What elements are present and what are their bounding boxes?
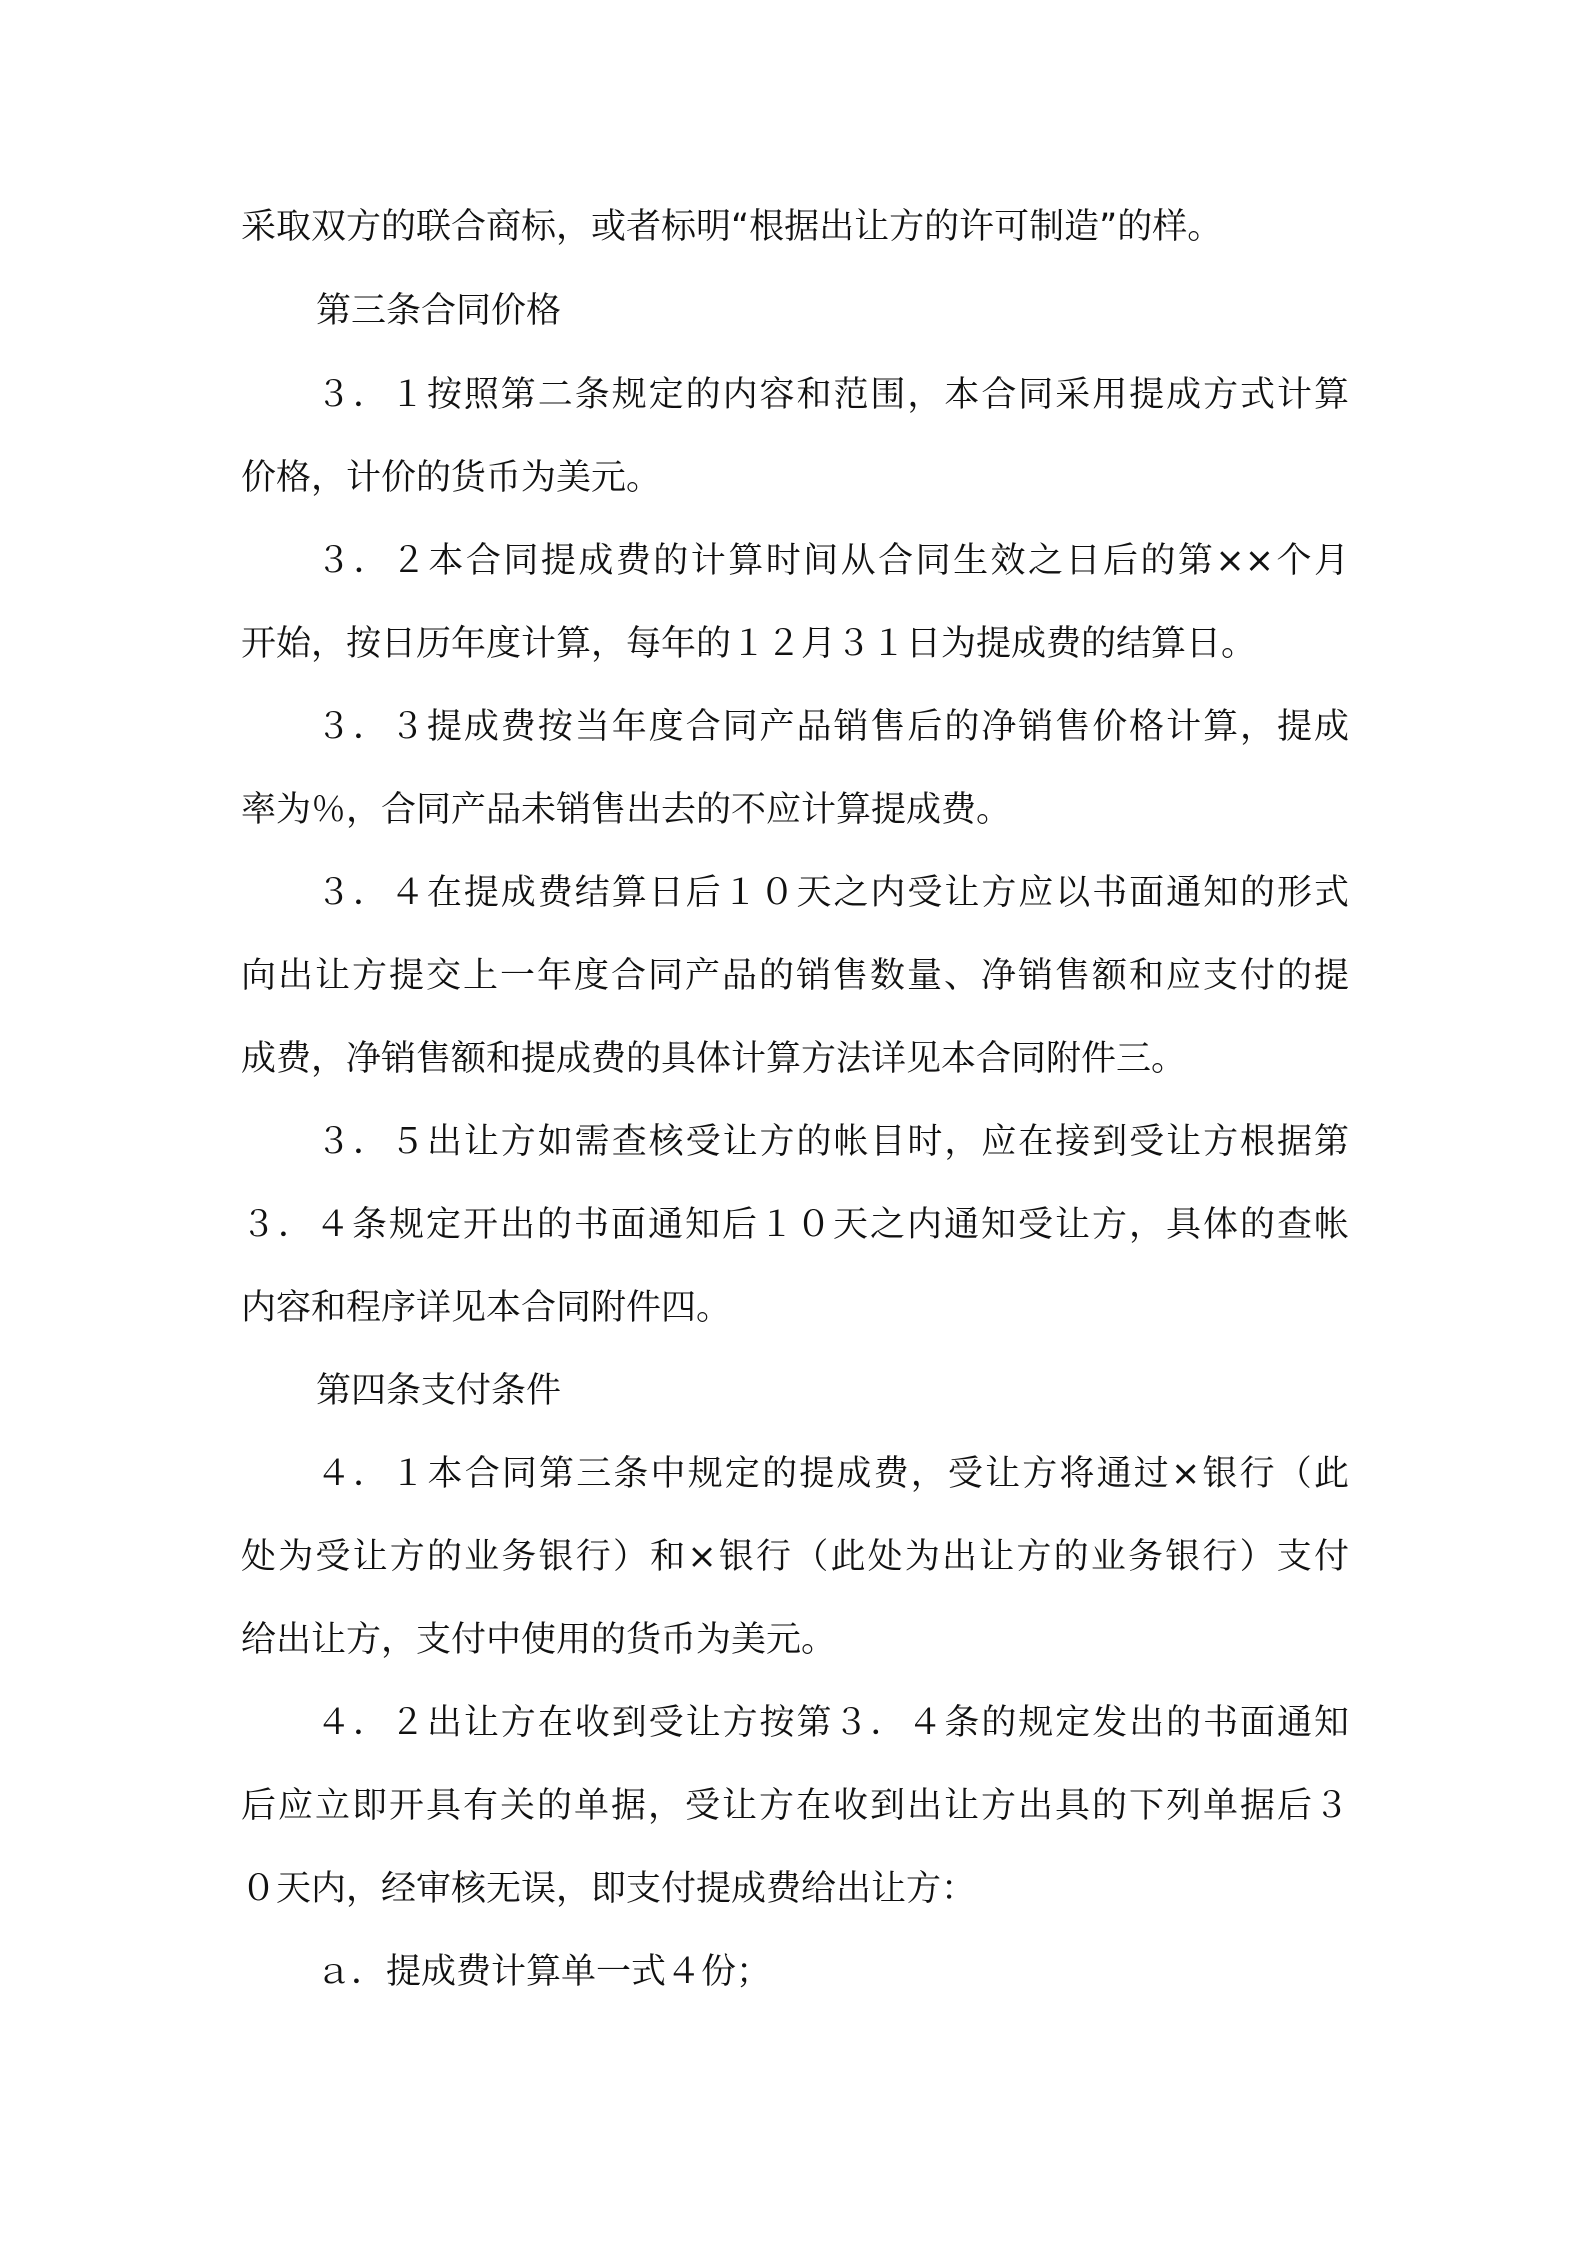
- paragraph-line: ３．４在提成费结算日后１０天之内受让方应以书面通知的形式: [316, 873, 1349, 913]
- paragraph-line: 内容和程序详见本合同附件四。: [241, 1288, 732, 1328]
- paragraph-line: ３．４条规定开出的书面通知后１０天之内通知受让方，具体的查帐: [241, 1205, 1349, 1245]
- paragraph-line: ３．１按照第二条规定的内容和范围，本合同采用提成方式计算: [316, 375, 1349, 415]
- paragraph-line: ４．２出让方在收到受让方按第３．４条的规定发出的书面通知: [316, 1703, 1349, 1743]
- paragraph-line: ３．２本合同提成费的计算时间从合同生效之日后的第××个月: [316, 541, 1349, 581]
- paragraph-line: ０天内，经审核无误，即支付提成费给出让方：: [241, 1869, 977, 1909]
- paragraph-line: 处为受让方的业务银行）和×银行（此处为出让方的业务银行）支付: [241, 1537, 1349, 1577]
- paragraph-line: ３．３提成费按当年度合同产品销售后的净销售价格计算，提成: [316, 707, 1349, 747]
- paragraph-line: 率为％，合同产品未销售出去的不应计算提成费。: [241, 790, 1012, 830]
- paragraph-line: 开始，按日历年度计算，每年的１２月３１日为提成费的结算日。: [241, 624, 1257, 664]
- section-heading-article-3: 第三条合同价格: [316, 291, 562, 331]
- paragraph-line: 采取双方的联合商标，或者标明“根据出让方的许可制造”的样。: [241, 207, 1223, 247]
- paragraph-line: 价格，计价的货币为美元。: [241, 458, 662, 498]
- section-heading-article-4: 第四条支付条件: [316, 1371, 562, 1411]
- paragraph-line: 成费，净销售额和提成费的具体计算方法详见本合同附件三。: [241, 1039, 1187, 1079]
- paragraph-line: 后应立即开具有关的单据，受让方在收到出让方出具的下列单据后３: [241, 1786, 1349, 1826]
- paragraph-line: ３．５出让方如需查核受让方的帐目时，应在接到受让方根据第: [316, 1122, 1349, 1162]
- paragraph-line: ４．１本合同第三条中规定的提成费，受让方将通过×银行（此: [316, 1454, 1349, 1494]
- paragraph-line: 给出让方，支付中使用的货币为美元。: [241, 1620, 837, 1660]
- paragraph-line: 向出让方提交上一年度合同产品的销售数量、净销售额和应支付的提: [241, 956, 1349, 996]
- list-item-a: ａ．提成费计算单一式４份；: [316, 1952, 772, 1992]
